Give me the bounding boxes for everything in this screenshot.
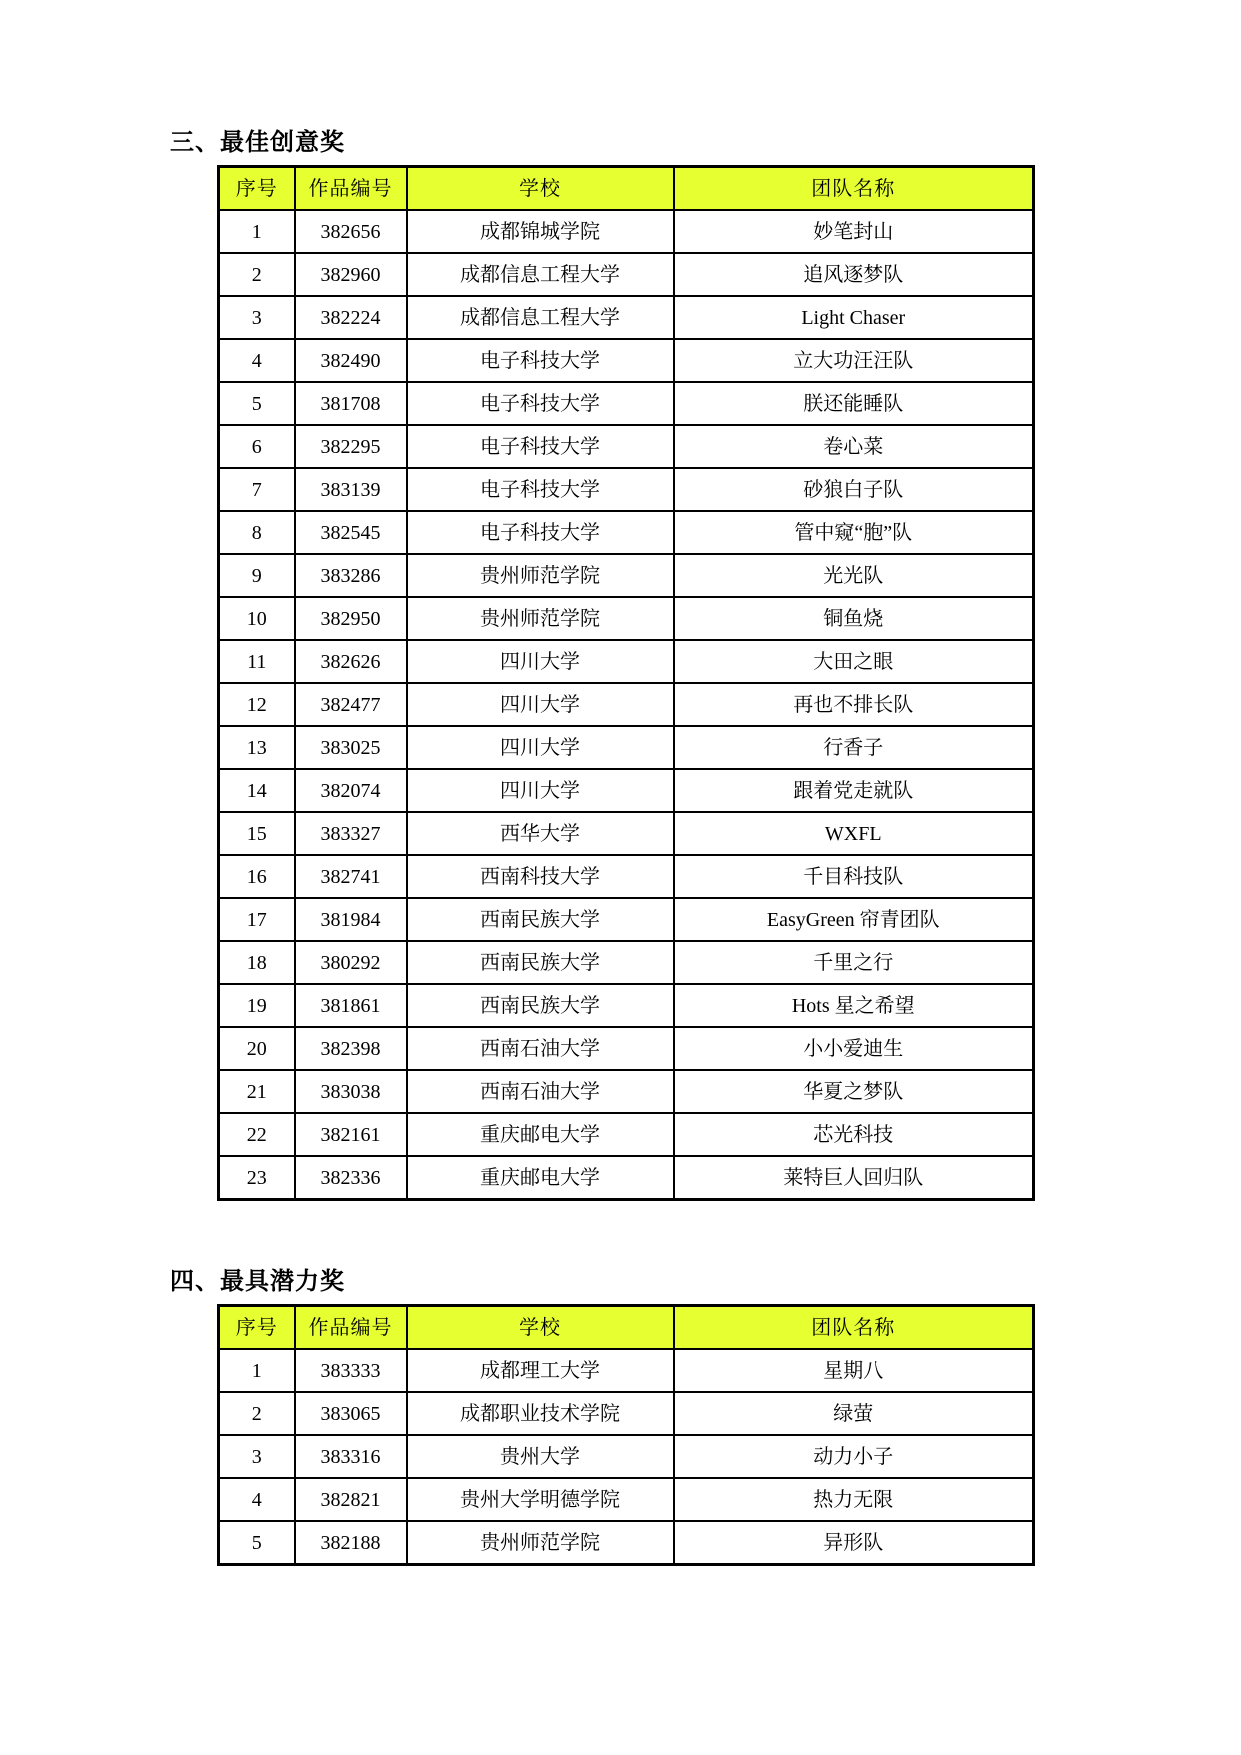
cell-team-name: EasyGreen 帘青团队 <box>674 898 1034 941</box>
table-row <box>219 769 1034 812</box>
cell-work-id: 381708 <box>295 382 407 425</box>
table-row <box>219 597 1034 640</box>
table-row <box>219 1027 1034 1070</box>
column-header-team-name: 团队名称 <box>674 167 1034 211</box>
cell-school: 西南民族大学 <box>407 898 674 941</box>
cell-team-name: 管中窥“胞”队 <box>674 511 1034 554</box>
cell-work-id: 383065 <box>295 1392 407 1435</box>
cell-index: 23 <box>219 1156 295 1200</box>
cell-school: 西华大学 <box>407 812 674 855</box>
table-row <box>219 898 1034 941</box>
cell-team-name: 华夏之梦队 <box>674 1070 1034 1113</box>
cell-index: 21 <box>219 1070 295 1113</box>
cell-index: 3 <box>219 296 295 339</box>
cell-school: 西南民族大学 <box>407 984 674 1027</box>
cell-index: 18 <box>219 941 295 984</box>
cell-team-name: 异形队 <box>674 1521 1034 1565</box>
cell-team-name: 行香子 <box>674 726 1034 769</box>
cell-index: 3 <box>219 1435 295 1478</box>
cell-work-id: 381861 <box>295 984 407 1027</box>
cell-work-id: 382950 <box>295 597 407 640</box>
cell-school: 四川大学 <box>407 640 674 683</box>
cell-school: 西南石油大学 <box>407 1027 674 1070</box>
cell-team-name: 卷心菜 <box>674 425 1034 468</box>
table-row <box>219 726 1034 769</box>
cell-team-name: 跟着党走就队 <box>674 769 1034 812</box>
section-most-potential-award <box>170 1267 1241 1566</box>
table-row <box>219 1349 1034 1392</box>
cell-school: 贵州大学 <box>407 1435 674 1478</box>
table-row <box>219 640 1034 683</box>
cell-work-id: 382626 <box>295 640 407 683</box>
table-row <box>219 984 1034 1027</box>
cell-index: 6 <box>219 425 295 468</box>
cell-work-id: 383139 <box>295 468 407 511</box>
cell-index: 1 <box>219 210 295 253</box>
cell-school: 成都职业技术学院 <box>407 1392 674 1435</box>
cell-team-name: 再也不排长队 <box>674 683 1034 726</box>
cell-team-name: Hots 星之希望 <box>674 984 1034 1027</box>
cell-team-name: 热力无限 <box>674 1478 1034 1521</box>
cell-index: 15 <box>219 812 295 855</box>
table-row <box>219 1478 1034 1521</box>
cell-school: 西南石油大学 <box>407 1070 674 1113</box>
column-header-team-name: 团队名称 <box>674 1306 1034 1350</box>
cell-index: 17 <box>219 898 295 941</box>
cell-index: 11 <box>219 640 295 683</box>
section-heading: 四、最具潜力奖 <box>170 1269 345 1295</box>
cell-school: 电子科技大学 <box>407 511 674 554</box>
cell-index: 1 <box>219 1349 295 1392</box>
cell-school: 电子科技大学 <box>407 425 674 468</box>
cell-work-id: 383333 <box>295 1349 407 1392</box>
most-potential-award-table <box>217 1304 1035 1566</box>
best-creativity-award-table <box>217 165 1035 1201</box>
table-row <box>219 554 1034 597</box>
cell-index: 12 <box>219 683 295 726</box>
cell-team-name: 追风逐梦队 <box>674 253 1034 296</box>
cell-school: 贵州师范学院 <box>407 1521 674 1565</box>
cell-team-name: WXFL <box>674 812 1034 855</box>
cell-work-id: 383316 <box>295 1435 407 1478</box>
cell-team-name: 动力小子 <box>674 1435 1034 1478</box>
table-row <box>219 1113 1034 1156</box>
cell-index: 13 <box>219 726 295 769</box>
cell-index: 9 <box>219 554 295 597</box>
table-row <box>219 425 1034 468</box>
cell-school: 成都信息工程大学 <box>407 253 674 296</box>
table-row <box>219 511 1034 554</box>
cell-team-name: 千里之行 <box>674 941 1034 984</box>
cell-team-name: Light Chaser <box>674 296 1034 339</box>
cell-work-id: 382224 <box>295 296 407 339</box>
cell-index: 16 <box>219 855 295 898</box>
table-row <box>219 812 1034 855</box>
cell-work-id: 380292 <box>295 941 407 984</box>
cell-work-id: 382161 <box>295 1113 407 1156</box>
cell-work-id: 382188 <box>295 1521 407 1565</box>
cell-team-name: 绿萤 <box>674 1392 1034 1435</box>
cell-school: 四川大学 <box>407 683 674 726</box>
cell-school: 成都锦城学院 <box>407 210 674 253</box>
cell-school: 重庆邮电大学 <box>407 1113 674 1156</box>
cell-school: 电子科技大学 <box>407 382 674 425</box>
table-header-row <box>219 1306 1034 1350</box>
cell-index: 4 <box>219 339 295 382</box>
table-row <box>219 468 1034 511</box>
column-header-work-id: 作品编号 <box>295 1306 407 1350</box>
cell-work-id: 383286 <box>295 554 407 597</box>
cell-index: 5 <box>219 382 295 425</box>
cell-school: 西南民族大学 <box>407 941 674 984</box>
cell-index: 10 <box>219 597 295 640</box>
cell-team-name: 芯光科技 <box>674 1113 1034 1156</box>
cell-team-name: 千目科技队 <box>674 855 1034 898</box>
cell-work-id: 383327 <box>295 812 407 855</box>
cell-work-id: 383038 <box>295 1070 407 1113</box>
section-best-creativity-award <box>170 128 1241 1201</box>
cell-work-id: 381984 <box>295 898 407 941</box>
cell-work-id: 383025 <box>295 726 407 769</box>
table-row <box>219 1435 1034 1478</box>
cell-work-id: 382295 <box>295 425 407 468</box>
cell-index: 8 <box>219 511 295 554</box>
cell-school: 成都信息工程大学 <box>407 296 674 339</box>
cell-school: 贵州大学明德学院 <box>407 1478 674 1521</box>
cell-school: 电子科技大学 <box>407 468 674 511</box>
cell-school: 重庆邮电大学 <box>407 1156 674 1200</box>
cell-work-id: 382821 <box>295 1478 407 1521</box>
cell-school: 电子科技大学 <box>407 339 674 382</box>
cell-team-name: 妙笔封山 <box>674 210 1034 253</box>
table-row <box>219 1156 1034 1200</box>
table-row <box>219 683 1034 726</box>
cell-team-name: 朕还能睡队 <box>674 382 1034 425</box>
cell-work-id: 382741 <box>295 855 407 898</box>
cell-team-name: 大田之眼 <box>674 640 1034 683</box>
column-header-index: 序号 <box>219 167 295 211</box>
cell-school: 成都理工大学 <box>407 1349 674 1392</box>
cell-team-name: 莱特巨人回归队 <box>674 1156 1034 1200</box>
cell-school: 贵州师范学院 <box>407 554 674 597</box>
column-header-work-id: 作品编号 <box>295 167 407 211</box>
cell-school: 四川大学 <box>407 726 674 769</box>
cell-work-id: 382398 <box>295 1027 407 1070</box>
cell-team-name: 立大功汪汪队 <box>674 339 1034 382</box>
cell-index: 2 <box>219 1392 295 1435</box>
section-heading: 三、最佳创意奖 <box>170 130 345 156</box>
cell-work-id: 382490 <box>295 339 407 382</box>
cell-team-name: 小小爱迪生 <box>674 1027 1034 1070</box>
cell-team-name: 星期八 <box>674 1349 1034 1392</box>
cell-work-id: 382074 <box>295 769 407 812</box>
table-row <box>219 855 1034 898</box>
cell-school: 西南科技大学 <box>407 855 674 898</box>
cell-index: 22 <box>219 1113 295 1156</box>
cell-index: 5 <box>219 1521 295 1565</box>
cell-index: 19 <box>219 984 295 1027</box>
table-row <box>219 382 1034 425</box>
table-row <box>219 253 1034 296</box>
cell-work-id: 382477 <box>295 683 407 726</box>
cell-index: 2 <box>219 253 295 296</box>
cell-index: 7 <box>219 468 295 511</box>
cell-work-id: 382545 <box>295 511 407 554</box>
cell-team-name: 光光队 <box>674 554 1034 597</box>
table-row <box>219 1070 1034 1113</box>
cell-team-name: 砂狼白子队 <box>674 468 1034 511</box>
table-row <box>219 210 1034 253</box>
cell-school: 贵州师范学院 <box>407 597 674 640</box>
cell-index: 20 <box>219 1027 295 1070</box>
column-header-index: 序号 <box>219 1306 295 1350</box>
cell-work-id: 382656 <box>295 210 407 253</box>
table-row <box>219 339 1034 382</box>
cell-index: 14 <box>219 769 295 812</box>
table-header-row <box>219 167 1034 211</box>
table-row <box>219 941 1034 984</box>
cell-index: 4 <box>219 1478 295 1521</box>
cell-school: 四川大学 <box>407 769 674 812</box>
table-row <box>219 1392 1034 1435</box>
table-row <box>219 296 1034 339</box>
cell-team-name: 铜鱼烧 <box>674 597 1034 640</box>
column-header-school: 学校 <box>407 1306 674 1350</box>
cell-work-id: 382336 <box>295 1156 407 1200</box>
column-header-school: 学校 <box>407 167 674 211</box>
cell-work-id: 382960 <box>295 253 407 296</box>
table-row <box>219 1521 1034 1565</box>
